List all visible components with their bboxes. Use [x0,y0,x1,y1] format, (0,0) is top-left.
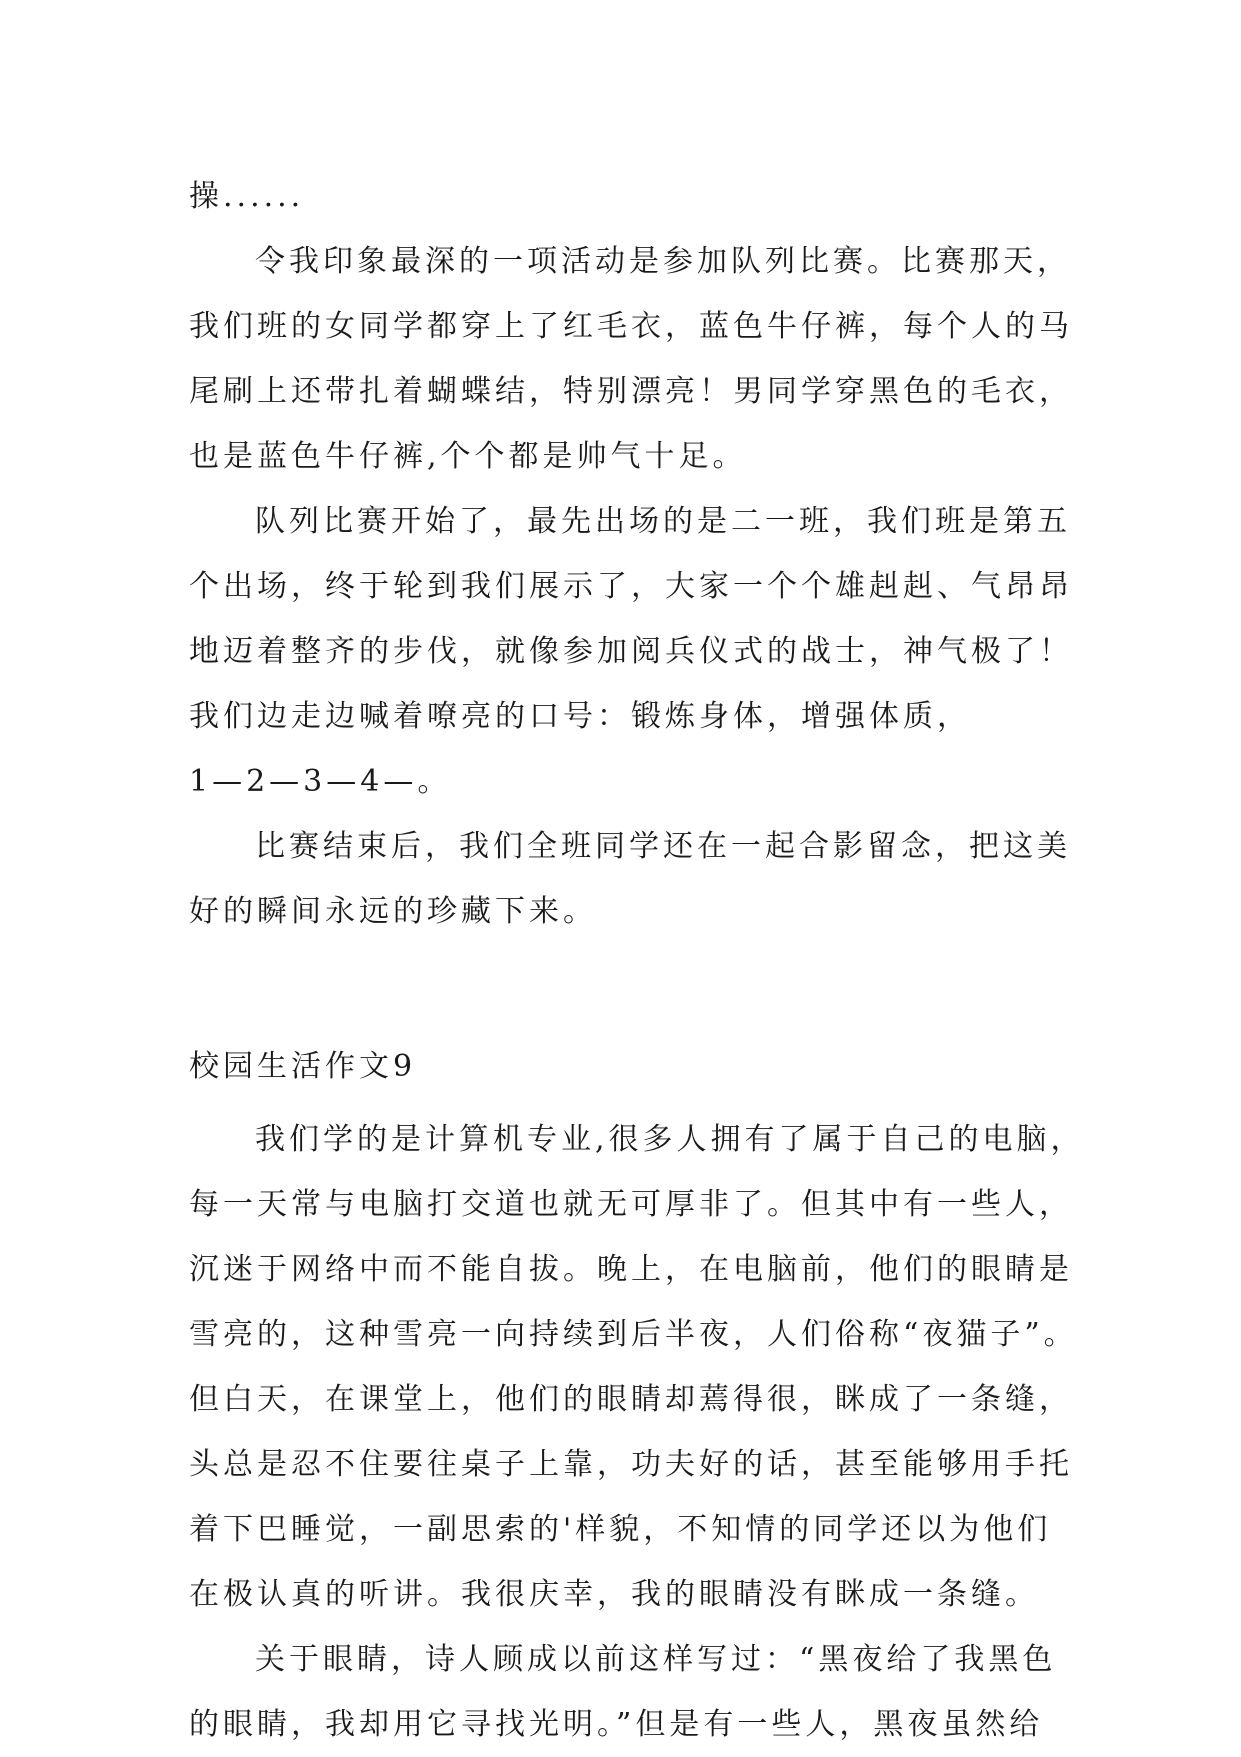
text-line: 雪亮的，这种雪亮一向持续到后半夜，人们俗称“夜猫子”。 [189,1317,1078,1352]
text-line: 尾刷上还带扎着蝴蝶结，特别漂亮！男同学穿黑色的毛衣， [189,374,1073,409]
paragraph-first-line: 关于眼睛，诗人顾成以前这样写过：“黑夜给了我黑色 [255,1642,1057,1677]
paragraph-first-line: 令我印象最深的一项活动是参加队列比赛。比赛那天， [255,244,1071,279]
section-title: 校园生活作文9 [189,1049,417,1084]
text-line: 头总是忍不住要往桌子上靠，功夫好的话，甚至能够用手托 [189,1447,1073,1482]
paragraph-first-line: 比赛结束后，我们全班同学还在一起合影留念，把这美 [255,829,1071,864]
text-line: 我们边走边喊着嘹亮的口号：锻炼身体，增强体质， [189,699,971,734]
text-line: 我们班的女同学都穿上了红毛衣，蓝色牛仔裤，每个人的马 [189,309,1073,344]
text-line: 地迈着整齐的步伐，就像参加阅兵仪式的战士，神气极了！ [189,634,1073,669]
text-line: 的眼睛，我却用它寻找光明。”但是有一些人，黑夜虽然给 [189,1707,1044,1742]
text-line: 沉迷于网络中而不能自拔。晚上，在电脑前，他们的眼睛是 [189,1252,1073,1287]
section-gap [189,944,1049,1042]
text-line: 也是蓝色牛仔裤,个个都是帅气十足。 [189,439,747,474]
text-line: 在极认真的听讲。我很庆幸，我的眼睛没有眯成一条缝。 [189,1577,1039,1612]
paragraph-first-line: 队列比赛开始了，最先出场的是二一班，我们班是第五 [255,504,1071,539]
document-body [189,164,1085,1757]
text-line: 操...... [189,179,305,214]
text-line: 1—2—3—4—。 [189,764,452,799]
text-line: 但白天，在课堂上，他们的眼睛却蔫得很，眯成了一条缝， [189,1382,1073,1417]
text-line: 个出场，终于轮到我们展示了，大家一个个雄赳赳、气昂昂 [189,569,1073,604]
text-line: 每一天常与电脑打交道也就无可厚非了。但其中有一些人， [189,1187,1073,1222]
text-line: 着下巴睡觉，一副思索的'样貌，不知情的同学还以为他们 [189,1512,1052,1547]
paragraph-first-line: 我们学的是计算机专业,很多人拥有了属于自己的电脑， [255,1122,1085,1157]
text-line: 好的瞬间永远的珍藏下来。 [189,894,597,929]
